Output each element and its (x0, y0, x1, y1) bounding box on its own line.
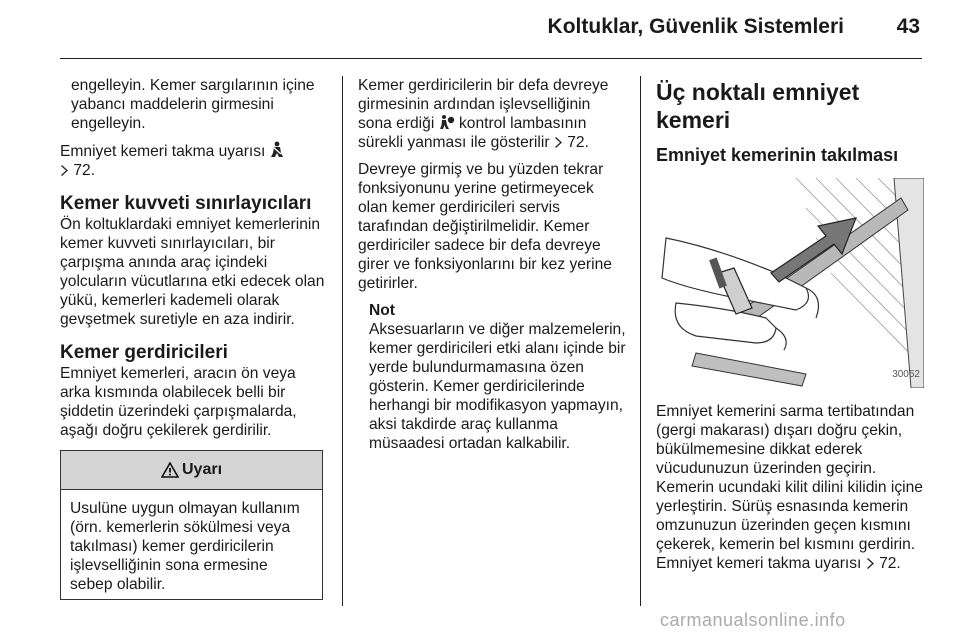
column-divider-2 (640, 76, 641, 606)
page-ref-icon (554, 136, 563, 149)
warning-header (61, 451, 322, 490)
pretensioner-replace-paragraph: Devreye girmiş ve bu yüzden tekrar fonksiyonunu yerine getirmeyecek olan kemer gerdiricileri servis tarafından değiştirilmelidir. Kemer gerdiriciler sadece bir defa devreye girer ve fonksiyonlarını bir kez yerine getirirler. (358, 161, 612, 292)
fastening-instructions: Emniyet kemerini sarma tertibatından (gergi makarası) dışarı doğru çekin, bükülmemesine dikkat ederek vücudunuzun üzerinden geçirin. Kemerin ucundaki kilit dilini kilidin içine yerleştirin. Sürüş esnasında kemerin omzunuzun üzerinden geçen kısmını çekerek, kemerin bel kısmını gerdirin. Emniyet kemeri takma uyarısı 72. (656, 403, 923, 572)
page-number: 43 (896, 15, 920, 38)
seatbelt-icon (270, 141, 284, 158)
page-ref-icon (866, 557, 875, 570)
seatbelt-illustration (656, 178, 924, 388)
warning-body: Usulüne uygun olmayan kullanım (örn. kemerlerin sökülmesi veya takılması) kemer gerdiricilerin işlevselliğinin sona ermesine sebep olabilir. (70, 500, 300, 593)
pretensioner-lamp-paragraph: Kemer gerdiricilerin bir defa devreye girmesinin ardından işlevselliğinin sona erdiği kontrol lambasının sürekli yanması ile gösterilir 72. (358, 77, 609, 151)
figure-number: 30052 (892, 369, 920, 380)
column-1 (60, 76, 328, 448)
pretensioners-body: Emniyet kemerleri, aracın ön veya arka kısmında olabilecek belli bir şiddetin üzerindeki çarpışmalarda, aşağı doğru çekilerek gerdirilir. (60, 365, 297, 439)
warning-triangle-icon (161, 462, 179, 478)
watermark: carmanualsonline.info (660, 610, 846, 630)
seatbelt-drawing (656, 178, 924, 388)
note-block (358, 301, 626, 453)
note-body: Aksesuarların ve diğer malzemelerin, kemer gerdiricileri etki alanı içinde bir yerde bulundurmamasına özen gösterin. Kemer gerdiricilerinde herhangi bir modifikasyon yapmayın, aksi takdirde araç kullanma müsaadesi ortadan kalkabilir. (369, 321, 626, 452)
note-label: Not (369, 302, 395, 319)
page-ref-icon (60, 164, 69, 177)
seatbelt-reminder-ref: Emniyet kemeri takma uyarısı 72. (60, 141, 328, 180)
section-heading-pretensioners: Kemer gerdiricileri (60, 342, 228, 363)
warning-box (60, 450, 323, 600)
column-divider-1 (342, 76, 343, 606)
section-heading-three-point-belt: Üç noktalı emniyet kemeri (656, 79, 860, 133)
force-limiters-body: Ön koltuklardaki emniyet kemerlerinin kemer kuvveti sınırlayıcıları, bir çarpışma anında araç içindeki yolcuların vücutlarına etki edecek olan yükü, kemerleri kademeli olarak gevşetmek suretiyle en aza indirir. (60, 216, 325, 328)
section-heading-force-limiters: Kemer kuvveti sınırlayıcıları (60, 193, 312, 214)
page-title: Koltuklar, Güvenlik Sistemleri (547, 15, 844, 38)
column-3 (656, 76, 928, 581)
header-rule (60, 58, 922, 59)
warning-title: Uyarı (181, 461, 223, 478)
continued-paragraph: engelleyin. Kemer sargılarının içine yabancı maddelerin girmesini engelleyin. (71, 77, 315, 132)
airbag-icon (439, 114, 455, 130)
subheading-fastening-belt: Emniyet kemerinin takılması (656, 145, 899, 165)
column-2 (358, 76, 626, 453)
page-header (60, 0, 922, 58)
